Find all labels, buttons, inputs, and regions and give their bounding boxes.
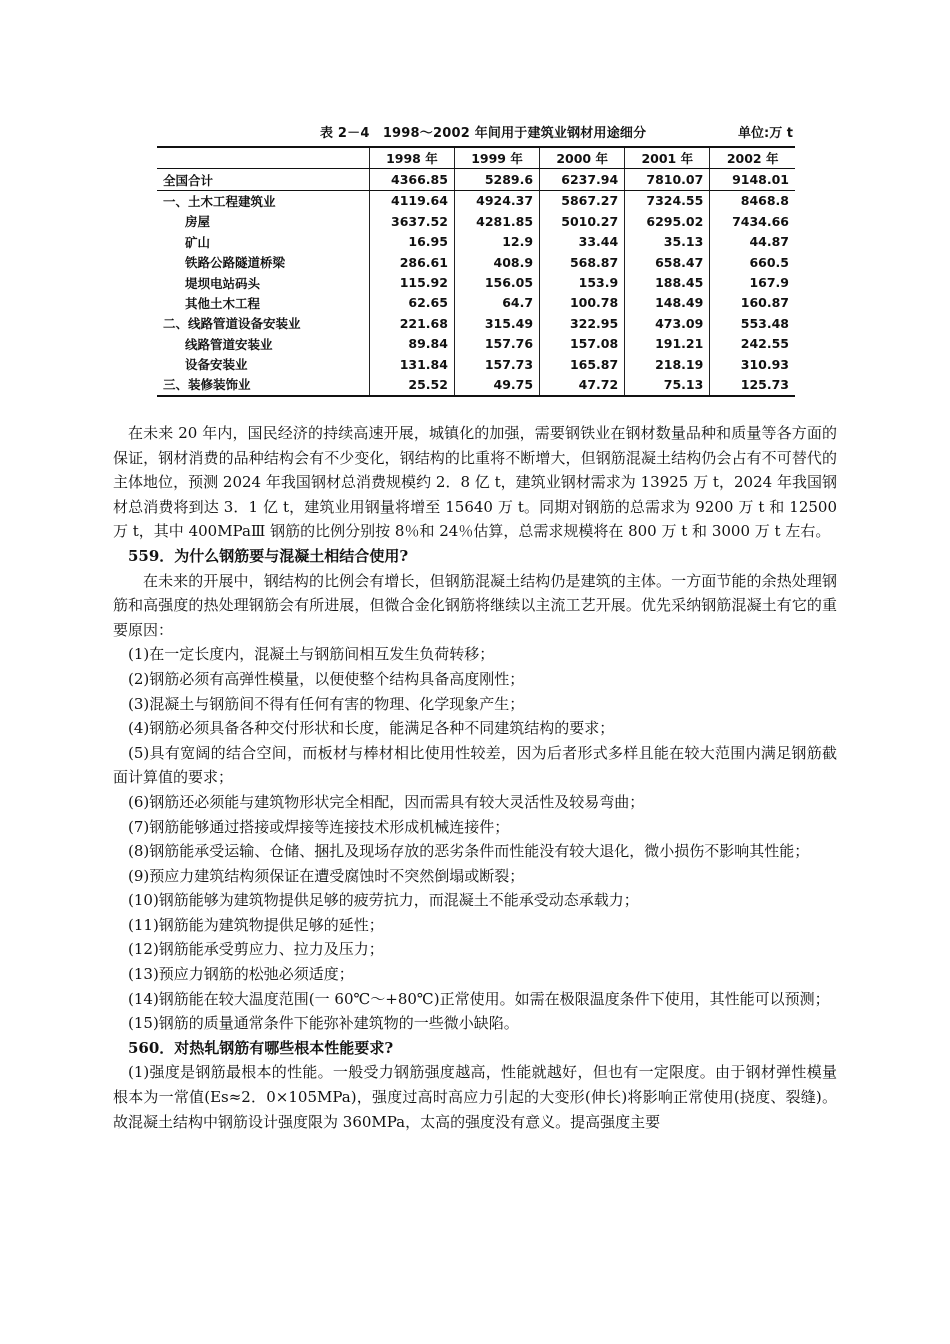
table-cell: 75.13: [625, 374, 710, 395]
table-cell: 660.5: [710, 252, 795, 272]
list-item: (11)钢筋能为建筑物提供足够的延性；: [128, 915, 384, 934]
column-header: 2000 年: [540, 147, 625, 169]
table-cell: 8468.8: [710, 190, 795, 211]
table-cell: 315.49: [454, 313, 539, 333]
question-560-heading: 560．对热轧钢筋有哪些根本性能要求?: [128, 1038, 394, 1057]
table-cell: 62.65: [369, 293, 454, 313]
list-item: (8)钢筋能承受运输、仓储、捆扎及现场存放的恶劣条件而性能没有较大退化，微小损伤不影响其性能；: [128, 842, 810, 861]
table-header-row: [157, 147, 795, 169]
table-row: [157, 211, 795, 231]
list-item: (15)钢筋的质量通常条件下能弥补建筑物的一些微小缺陷。: [128, 1014, 519, 1033]
table-cell: 64.7: [454, 293, 539, 313]
list-item: (3)混凝土与钢筋间不得有任何有害的物理、化学现象产生；: [128, 694, 525, 713]
table-cell: 4366.85: [369, 169, 454, 190]
row-label: 二、线路管道设备安装业: [163, 316, 301, 332]
table-cell: 157.08: [540, 334, 625, 354]
table-cell: 3637.52: [369, 211, 454, 231]
row-label: 矿山: [185, 234, 211, 250]
table-cell: 242.55: [710, 334, 795, 354]
table-row: [157, 313, 795, 333]
table-cell: 188.45: [625, 272, 710, 292]
table-cell: 100.78: [540, 293, 625, 313]
table-cell: 157.73: [454, 354, 539, 374]
table-cell: 49.75: [454, 374, 539, 395]
table-row: [157, 232, 795, 252]
table-cell: 6237.94: [540, 169, 625, 190]
table-row: [157, 374, 795, 395]
list-item: (4)钢筋必须具备各种交付形状和长度，能满足各种不同建筑结构的要求；: [128, 719, 615, 738]
list-item: (13)预应力钢筋的松弛必须适度；: [128, 965, 354, 984]
row-label: 设备安装业: [185, 357, 248, 373]
table-cell: 33.44: [540, 232, 625, 252]
question-559-heading: 559．为什么钢筋要与混凝土相结合使用?: [128, 546, 409, 565]
table-cell: 7810.07: [625, 169, 710, 190]
table-row: [157, 272, 795, 292]
table-row: [157, 169, 795, 190]
table-header: [157, 120, 799, 146]
question-559-intro: 在未来的开展中，钢结构的比例会有增长，但钢筋混凝土结构仍是建筑的主体。一方面节能的余热处理钢筋和高强度的热处理钢筋会有所进展，但微合金化钢筋将继续以主流工艺开展。优先采纳钢筋混凝土有它的重要原因：: [113, 571, 837, 639]
table-cell: 191.21: [625, 334, 710, 354]
table-cell: 12.9: [454, 232, 539, 252]
row-label: 房屋: [185, 214, 211, 230]
table-cell: 310.93: [710, 354, 795, 374]
list-item: (10)钢筋能够为建筑物提供足够的疲劳抗力，而混凝土不能承受动态承载力；: [128, 891, 639, 910]
table-cell: 160.87: [710, 293, 795, 313]
steel-usage-table: [157, 146, 795, 397]
intro-paragraph: 在未来 20 年内，国民经济的持续高速开展，城镇化的加强，需要钢铁业在钢材数量品种和质量等各方面的保证，钢材消费的品种结构会有不少变化，钢结构的比重将不断增大，但钢筋混凝土结构仍会占有不可替代的主体地位，预测 2024 年我国钢材总消费规模约 2．8 亿 t，建筑业钢材需求为 13925 万 t，2024 年我国钢材总消费将到达 3．1 亿 t，建筑业用钢量将增至 15640 万 t。同期对钢筋的总需求为 9200 万 t 和 12500 万 t，其中 400MPaⅢ 钢筋的比例分别按 8％和 24％估算，总需求规模将在 800 万 t 和 3000 万 t 左右。: [113, 424, 837, 541]
list-item: (9)预应力建筑结构须保证在遭受腐蚀时不突然倒塌或断裂；: [128, 866, 525, 885]
table-cell: 89.84: [369, 334, 454, 354]
table-cell: 658.47: [625, 252, 710, 272]
table-cell: 25.52: [369, 374, 454, 395]
row-label: 全国合计: [157, 169, 369, 190]
table-cell: 473.09: [625, 313, 710, 333]
steel-usage-table-block: [157, 120, 799, 397]
list-item: (2)钢筋必须有高弹性模量，以便使整个结构具备高度刚性；: [128, 669, 525, 688]
table-cell: 35.13: [625, 232, 710, 252]
table-cell: 167.9: [710, 272, 795, 292]
row-label: 其他土木工程: [185, 295, 261, 311]
row-label: 一、土木工程建筑业: [163, 193, 276, 209]
table-cell: 131.84: [369, 354, 454, 374]
table-row: [157, 334, 795, 354]
table-cell: 408.9: [454, 252, 539, 272]
table-row: [157, 252, 795, 272]
table-cell: 157.76: [454, 334, 539, 354]
table-cell: 221.68: [369, 313, 454, 333]
table-row: [157, 293, 795, 313]
table-cell: 7434.66: [710, 211, 795, 231]
table-cell: 568.87: [540, 252, 625, 272]
table-cell: 148.49: [625, 293, 710, 313]
table-cell: 4924.37: [454, 190, 539, 211]
table-cell: 125.73: [710, 374, 795, 395]
table-cell: 7324.55: [625, 190, 710, 211]
table-cell: 322.95: [540, 313, 625, 333]
table-cell: 47.72: [540, 374, 625, 395]
table-cell: 6295.02: [625, 211, 710, 231]
list-item: (6)钢筋还必须能与建筑物形状完全相配，因而需具有较大灵活性及较易弯曲；: [128, 792, 645, 811]
table-cell: 553.48: [710, 313, 795, 333]
list-item: (1)在一定长度内，混凝土与钢筋间相互发生负荷转移；: [128, 645, 495, 664]
table-cell: 156.05: [454, 272, 539, 292]
table-cell: 5867.27: [540, 190, 625, 211]
table-cell: 44.87: [710, 232, 795, 252]
table-cell: 115.92: [369, 272, 454, 292]
table-cell: 5289.6: [454, 169, 539, 190]
table-row: [157, 354, 795, 374]
body-text: [113, 421, 837, 1134]
list-item: (12)钢筋能承受剪应力、拉力及压力；: [128, 940, 384, 959]
column-header: 1998 年: [369, 147, 454, 169]
row-label: 三、装修装饰业: [163, 377, 251, 393]
table-cell: 5010.27: [540, 211, 625, 231]
column-header: 2001 年: [625, 147, 710, 169]
table-cell: 153.9: [540, 272, 625, 292]
column-header: 1999 年: [454, 147, 539, 169]
table-cell: 165.87: [540, 354, 625, 374]
table-cell: 9148.01: [710, 169, 795, 190]
question-560-paragraph: (1)强度是钢筋最根本的性能。一般受力钢筋强度越高，性能就越好，但也有一定限度。由于钢材弹性模量根本为一常值(Es≈2．0×105MPa)，强度过高时高应力引起的大变形(伸长)将影响正常使用(挠度、裂缝)。故混凝土结构中钢筋设计强度限为 360MPa，太高的强度没有意义。提高强度主要: [113, 1063, 837, 1131]
table-title: 表 2－4 1998～2002 年间用于建筑业钢材用途细分: [320, 126, 647, 141]
table-unit: 单位:万 t: [738, 126, 793, 141]
list-item: (14)钢筋能在较大温度范围(一 60℃～+80℃)正常使用。如需在极限温度条件下使用，其性能可以预测；: [128, 989, 830, 1008]
row-label: 铁路公路隧道桥梁: [185, 255, 286, 271]
column-header: 2002 年: [710, 147, 795, 169]
list-item: (7)钢筋能够通过搭接或焊接等连接技术形成机械连接件；: [128, 817, 510, 836]
row-label: 线路管道安装业: [185, 336, 273, 352]
table-cell: 4119.64: [369, 190, 454, 211]
table-cell: 286.61: [369, 252, 454, 272]
row-label: 堤坝电站码头: [185, 275, 261, 291]
column-header: [157, 147, 369, 169]
table-cell: 16.95: [369, 232, 454, 252]
table-row: [157, 190, 795, 211]
table-cell: 218.19: [625, 354, 710, 374]
table-cell: 4281.85: [454, 211, 539, 231]
list-item: (5)具有宽阔的结合空间，而板材与棒材相比使用性较差，因为后者形式多样且能在较大范围内满足钢筋截面计算值的要求；: [113, 743, 837, 787]
